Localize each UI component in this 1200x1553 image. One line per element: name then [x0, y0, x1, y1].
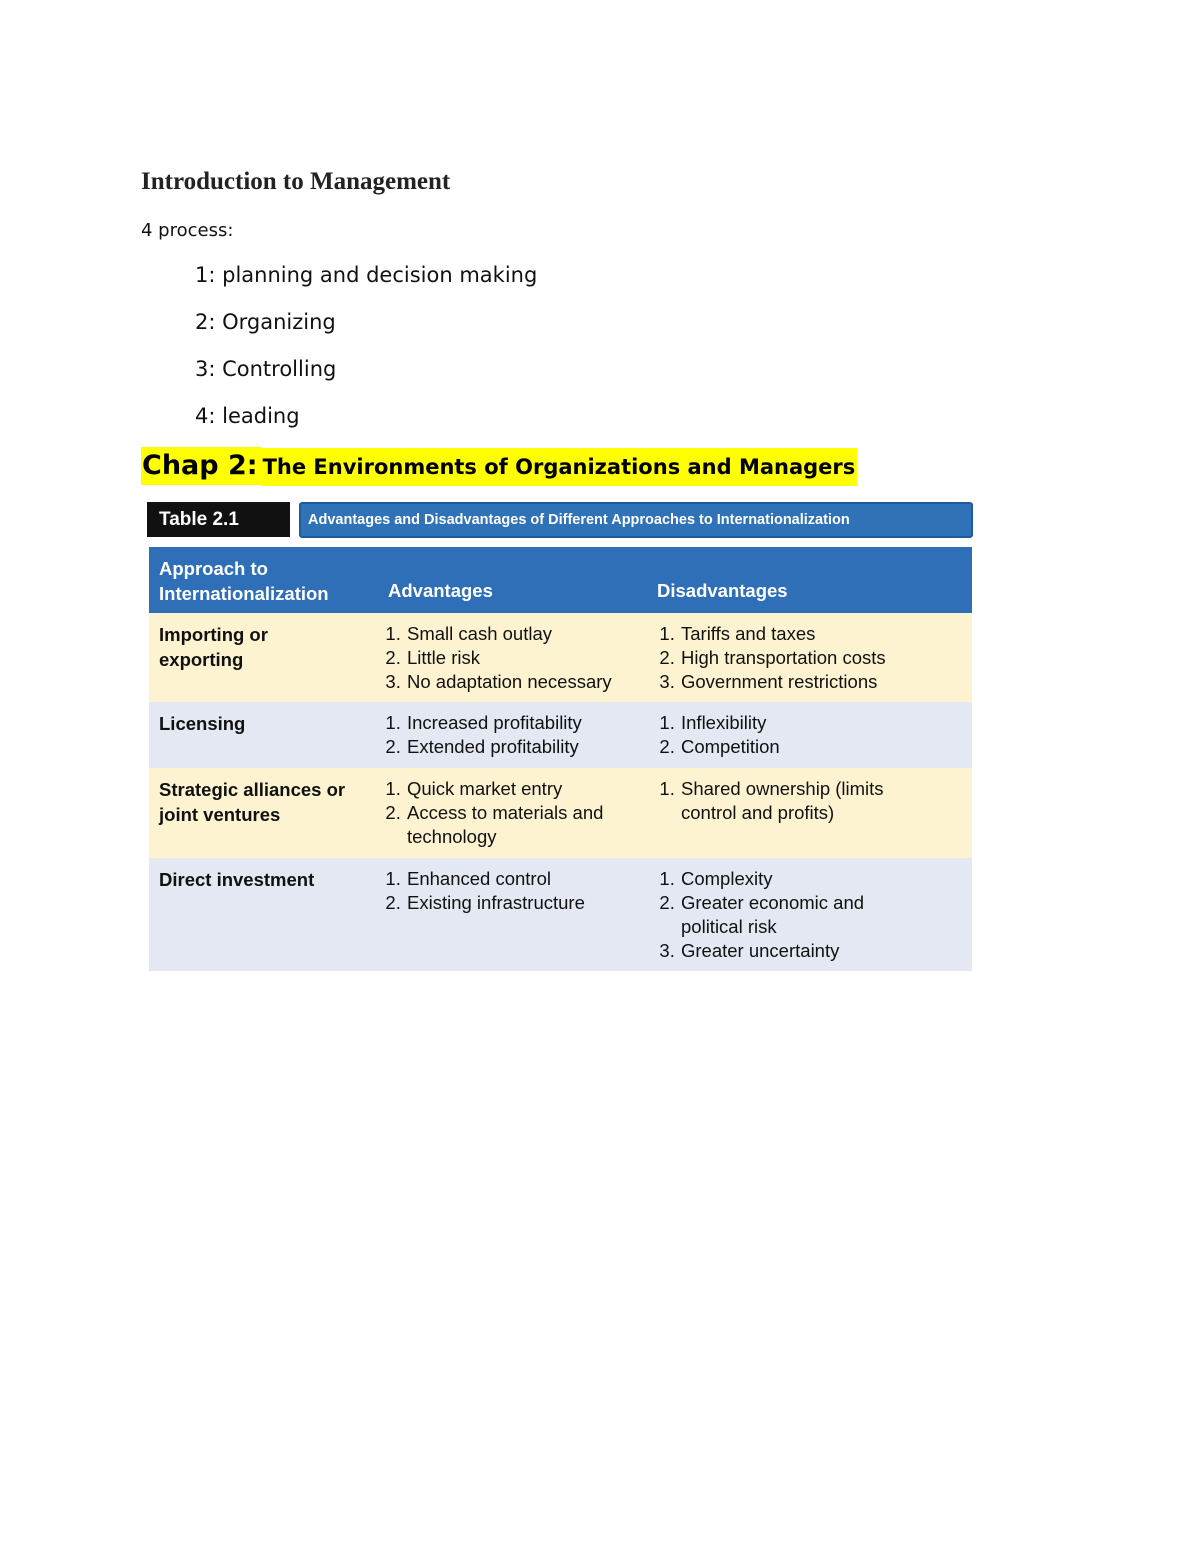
disadvantage-item: 2. Competition	[680, 735, 960, 759]
table-row	[149, 858, 972, 971]
disadvantage-item: 1. Tariffs and taxes	[680, 622, 960, 646]
table-caption: Advantages and Disadvantages of Different Approaches to Internationalization	[299, 502, 973, 538]
row-approach: Direct investment	[159, 869, 315, 890]
process-item-controlling: 3: Controlling	[195, 357, 337, 381]
advantage-item: 3. No adaptation necessary	[406, 670, 656, 694]
process-item-planning: 1: planning and decision making	[195, 263, 538, 287]
advantages-list	[383, 867, 656, 915]
process-subheading: 4 process:	[141, 220, 234, 241]
advantage-item: 1. Enhanced control	[406, 867, 656, 891]
chapter-heading	[141, 447, 857, 485]
advantage-item: 1. Increased profitability	[406, 711, 656, 735]
comparison-table	[149, 547, 972, 971]
table-row	[149, 613, 972, 702]
chapter-title: The Environments of Organizations and Managers	[261, 448, 858, 486]
row-approach: Importing or exporting	[159, 624, 268, 670]
disadvantages-list	[657, 867, 910, 963]
row-approach: Strategic alliances or joint ventures	[159, 779, 346, 825]
disadvantages-list	[657, 622, 960, 694]
disadvantage-item: 1. Complexity	[680, 867, 910, 891]
document-title: Introduction to Management	[141, 168, 451, 195]
advantage-item: 1. Quick market entry	[406, 777, 646, 801]
table-header-row	[149, 547, 972, 613]
header-approach: Approach to Internationalization	[159, 558, 329, 604]
disadvantage-item: 1. Shared ownership (limits control and profits)	[680, 777, 930, 825]
disadvantage-item: 2. High transportation costs	[680, 646, 960, 670]
table-tag: Table 2.1	[147, 502, 290, 537]
disadvantage-item: 1. Inflexibility	[680, 711, 960, 735]
disadvantage-item: 3. Government restrictions	[680, 670, 960, 694]
disadvantages-list	[657, 711, 960, 759]
advantages-list	[383, 777, 646, 849]
table-figure	[147, 502, 973, 972]
row-approach: Licensing	[159, 713, 246, 734]
header-disadvantages: Disadvantages	[657, 580, 788, 601]
advantage-item: 1. Small cash outlay	[406, 622, 656, 646]
advantage-item: 2. Little risk	[406, 646, 656, 670]
chapter-number: Chap 2:	[141, 447, 261, 485]
header-advantages: Advantages	[388, 580, 493, 601]
advantage-item: 2. Extended profitability	[406, 735, 656, 759]
table-row	[149, 768, 972, 858]
disadvantage-item: 2. Greater economic and political risk	[680, 891, 910, 939]
advantage-item: 2. Access to materials and technology	[406, 801, 646, 849]
process-item-organizing: 2: Organizing	[195, 310, 336, 334]
advantages-list	[383, 622, 656, 694]
advantages-list	[383, 711, 656, 759]
advantage-item: 2. Existing infrastructure	[406, 891, 656, 915]
table-row	[149, 702, 972, 768]
process-list	[195, 262, 537, 450]
disadvantage-item: 3. Greater uncertainty	[680, 939, 910, 963]
disadvantages-list	[657, 777, 930, 825]
process-item-leading: 4: leading	[195, 404, 300, 428]
